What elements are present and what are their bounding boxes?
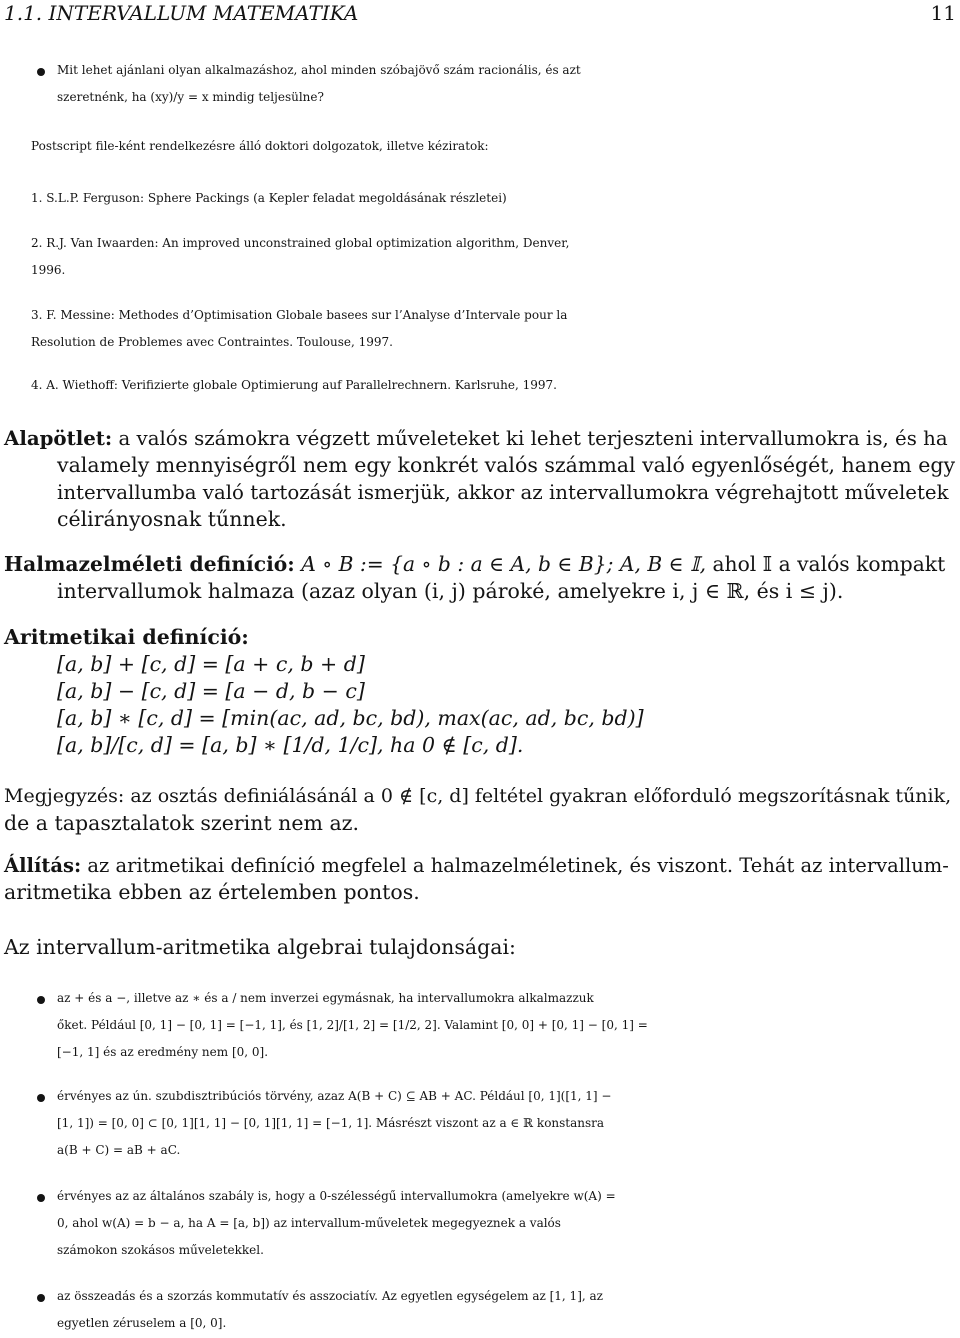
text-line: érvényes az az általános szabály is, hogy a 0-szélességű intervallumokra (amelyekre w(A) =	[57, 1189, 616, 1203]
text-line: intervallumba való tartozását ismerjük, akkor az intervallumokra végrehajtott műveletek	[57, 481, 949, 504]
property-item-inverse	[57, 985, 957, 1066]
bullet-dot	[37, 996, 45, 1004]
running-header	[4, 0, 956, 27]
algebrai-heading: Az intervallum-aritmetika algebrai tulajdonságai:	[4, 935, 516, 959]
text-line: célirányosnak tűnnek.	[57, 507, 287, 531]
alapotlet-label: Alapötlet:	[4, 426, 113, 450]
text-line: érvényes az ún. szubdisztribúciós törvény, azaz A(B + C) ⊆ AB + AC. Például [0, 1]([1, 1] −	[57, 1089, 612, 1103]
bullet-dot	[37, 1094, 45, 1102]
text-line: Megjegyzés: az osztás definiálásánál a 0 ∉ [c, d] feltétel gyakran előforduló megszorításnak tűnik,	[4, 785, 952, 807]
text-line: intervallumok halmaza (azaz olyan (i, j) pároké, amelyekre i, j ∈ ℝ, és i ≤ j).	[57, 579, 844, 603]
text-line: szeretnénk, ha (xy)/y = x mindig teljesülne?	[57, 90, 324, 104]
bullet-item-question	[57, 57, 957, 111]
text-line: 3. F. Messine: Methodes d’Optimisation Globale basees sur l’Analyse d’Intervale pour la	[31, 308, 568, 322]
allitas-paragraph	[4, 852, 956, 906]
property-item-commutative	[57, 1283, 957, 1337]
text-line: aritmetika ebben az értelemben pontos.	[4, 880, 420, 904]
text-line: [1, 1]) = [0, 0] ⊂ [0, 1][1, 1] − [0, 1][1, 1] = [−1, 1]. Másrészt viszont az a ∈ ℝ konstansra	[57, 1116, 605, 1130]
text-line: 2. R.J. Van Iwaarden: An improved unconstrained global optimization algorithm, Denver,	[31, 236, 570, 250]
alapotlet-paragraph	[4, 425, 956, 533]
text-line: [−1, 1] és az eredmény nem [0, 0].	[57, 1045, 269, 1059]
allitas-label: Állítás:	[4, 854, 82, 877]
formula-mul: [a, b] ∗ [c, d] = [min(ac, ad, bc, bd), max(ac, ad, bc, bd)]	[57, 706, 644, 730]
reference-1: 1. S.L.P. Ferguson: Sphere Packings (a Kepler feladat megoldásának részletei)	[31, 191, 507, 205]
property-item-zero-width	[57, 1183, 957, 1264]
text-line: egyetlen zéruselem a [0, 0].	[57, 1316, 227, 1330]
text-line: az + és a −, illetve az ∗ és a / nem inverzei egymásnak, ha intervallumokra alkalmazzuk	[57, 991, 594, 1005]
formula-div: [a, b]/[c, d] = [a, b] ∗ [1/d, 1/c], ha 0 ∉ [c, d].	[57, 733, 524, 757]
bullet-dot	[37, 1194, 45, 1202]
text-line: az aritmetikai definíció megfelel a halmazelméletinek, és viszont. Tehát az intervallum-	[87, 854, 949, 877]
halmaz-definition	[4, 551, 956, 605]
text-line: őket. Például [0, 1] − [0, 1] = [−1, 1], és [1, 2]/[1, 2] = [1/2, 2]. Valamint [0, 0] + [0, 1] − [0, 1] =	[57, 1018, 648, 1032]
aritm-label: Aritmetikai definíció:	[4, 625, 249, 649]
section-title: 1.1. INTERVALLUM MATEMATIKA	[4, 1, 359, 25]
text-line: de a tapasztalatok szerint nem az.	[4, 811, 359, 835]
halmaz-label: Halmazelméleti definíció:	[4, 552, 295, 576]
page-number: 11	[930, 1, 956, 25]
property-item-subdistributive	[57, 1083, 957, 1164]
text-line: a(B + C) = aB + aC.	[57, 1143, 181, 1157]
text-line: ahol 𝕀 a valós kompakt	[712, 552, 946, 576]
text-line: számokon szokásos műveletekkel.	[57, 1243, 264, 1257]
reference-3	[31, 302, 957, 356]
postscript-intro: Postscript file-ként rendelkezésre álló doktori dolgozatok, illetve kéziratok:	[31, 139, 489, 153]
bullet-dot	[37, 68, 45, 76]
formula-sub: [a, b] − [c, d] = [a − d, b − c]	[57, 679, 365, 703]
text-line: valamely mennyiségről nem egy konkrét valós számmal való egyenlőségét, hanem egy	[57, 453, 956, 477]
bullet-dot	[37, 1294, 45, 1302]
text-line: Mit lehet ajánlani olyan alkalmazáshoz, ahol minden szóbajövő szám racionális, és azt	[57, 63, 581, 77]
aritmetikai-definition	[4, 624, 956, 759]
text-line: 1996.	[31, 263, 66, 277]
reference-2	[31, 230, 957, 284]
set-formula: A ∘ B := {a ∘ b : a ∈ A, b ∈ B}; A, B ∈ 𝕀,	[301, 552, 707, 576]
text-line: 0, ahol w(A) = b − a, ha A = [a, b]) az intervallum-műveletek megegyeznek a valós	[57, 1216, 561, 1230]
reference-4: 4. A. Wiethoff: Verifizierte globale Optimierung auf Parallelrechnern. Karlsruhe, 1997.	[31, 378, 557, 392]
formula-add: [a, b] + [c, d] = [a + c, b + d]	[57, 652, 365, 676]
text-line: Resolution de Problemes avec Contraintes. Toulouse, 1997.	[31, 335, 393, 349]
megjegyzes-paragraph	[4, 783, 956, 837]
text-line: az összeadás és a szorzás kommutatív és asszociatív. Az egyetlen egységelem az [1, 1], az	[57, 1289, 603, 1303]
text-line: a valós számokra végzett műveleteket ki lehet terjeszteni intervallumokra is, és ha	[118, 427, 948, 450]
